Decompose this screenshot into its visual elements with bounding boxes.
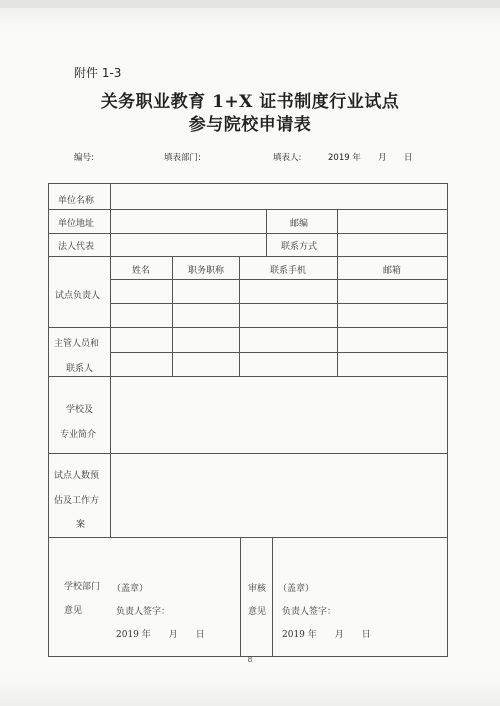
col-title-header: 职务职称 — [187, 266, 225, 276]
seal-note: （盖章） — [112, 584, 149, 594]
pilot-plan-label-line2: 估及工作方 — [54, 496, 100, 506]
review-label-line1: 审核 — [248, 584, 267, 594]
supervisor-label-line2: 联系人 — [66, 364, 94, 374]
school-intro-label-line1: 学校及 — [66, 405, 94, 415]
legal-rep-label: 法人代表 — [58, 242, 95, 252]
document-subtitle: 参与院校申请表 — [188, 115, 312, 135]
supervisor-label-line1: 主管人员和 — [54, 339, 100, 349]
seal-note-2: （盖章） — [278, 584, 315, 594]
dept-opinion-label-line1: 学校部门 — [64, 582, 101, 592]
dept-opinion-label-line2: 意见 — [64, 606, 83, 616]
col-email-header: 邮箱 — [382, 266, 402, 276]
pilot-plan-label-line1: 试点人数预 — [54, 471, 100, 481]
number-label: 编号: — [74, 153, 94, 163]
unit-name-label: 单位名称 — [58, 196, 95, 206]
pilot-leader-label: 试点负责人 — [55, 291, 101, 301]
dept-label: 填表部门: — [164, 153, 201, 163]
school-intro-label-line2: 专业简介 — [60, 430, 97, 440]
signer-label-2: 负责人签字： — [282, 607, 337, 617]
date-year: 2019 年 — [328, 153, 361, 163]
pilot-plan-label-line3: 案 — [76, 520, 86, 530]
page-number: 8 — [247, 656, 253, 664]
col-phone-header: 联系手机 — [269, 266, 307, 276]
postcode-label: 邮编 — [290, 219, 309, 229]
document-title: 关务职业教育 1+X 证书制度行业试点 — [100, 92, 400, 112]
filler-label: 填表人: — [273, 153, 302, 163]
attachment-label: 附件 1-3 — [74, 66, 122, 80]
sign-date: 2019 年 月 日 — [116, 630, 205, 640]
sign-date-2: 2019 年 月 日 — [282, 630, 371, 640]
date-day: 日 — [404, 153, 413, 163]
signer-label: 负责人签字： — [116, 607, 171, 617]
col-name-header: 姓名 — [131, 266, 151, 276]
unit-address-label: 单位地址 — [58, 219, 95, 229]
review-label-line2: 意见 — [248, 607, 267, 617]
date-month: 月 — [378, 153, 387, 163]
contact-method-label: 联系方式 — [281, 242, 318, 252]
